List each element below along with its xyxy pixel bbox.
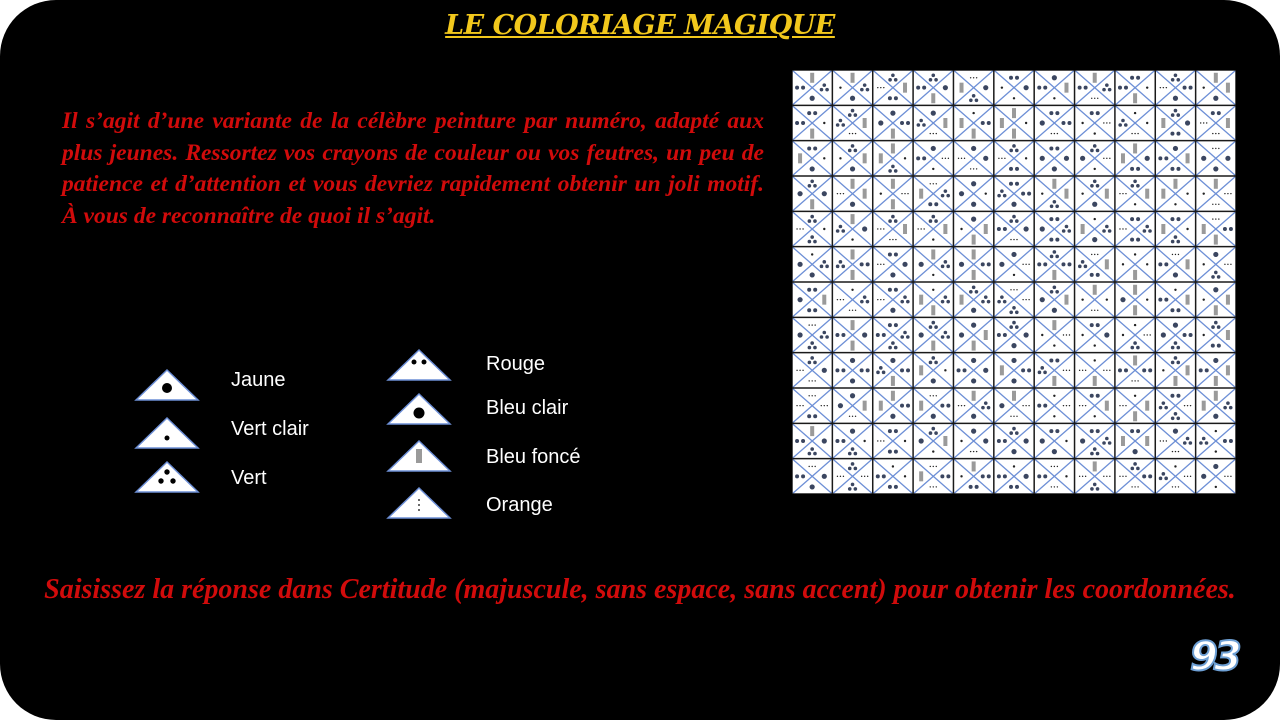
grid-cell [792, 353, 832, 388]
grid-cell [1075, 317, 1115, 352]
grid-cell [1196, 176, 1236, 211]
grid-cell [1155, 141, 1195, 176]
grid-cell [913, 388, 953, 423]
grid-cell [913, 211, 953, 246]
grid-cell [792, 141, 832, 176]
grid-cell [832, 141, 872, 176]
grid-cell [873, 176, 913, 211]
grid-cell [953, 459, 993, 494]
grid-cell [832, 353, 872, 388]
grid-cell [1034, 105, 1074, 140]
legend-label-jaune: Jaune [231, 369, 286, 391]
grid-cell [832, 459, 872, 494]
grid-cell [1034, 247, 1074, 282]
grid-cell [1196, 282, 1236, 317]
grid-cell [1075, 70, 1115, 105]
grid-cell [1196, 459, 1236, 494]
grid-cell [1034, 141, 1074, 176]
big-dot-icon [386, 390, 452, 426]
small-dot-icon [134, 414, 200, 450]
grid-cell [1115, 247, 1155, 282]
legend-label-vert-clair: Vert clair [231, 418, 309, 440]
grid-cell [873, 282, 913, 317]
tiny-dots-icon [386, 484, 452, 520]
grid-cell [953, 211, 993, 246]
grid-cell [994, 70, 1034, 105]
grid-cell [792, 70, 832, 105]
grid-cell [873, 388, 913, 423]
grid-cell [873, 317, 913, 352]
grid-cell [1155, 459, 1195, 494]
grid-cell [792, 388, 832, 423]
grid-cell [953, 105, 993, 140]
grid-cell [792, 247, 832, 282]
grid-cell [1155, 353, 1195, 388]
grid-cell [1155, 70, 1195, 105]
grid-cell [994, 141, 1034, 176]
grid-cell [1196, 423, 1236, 458]
grid-cell [1196, 317, 1236, 352]
grid-cell [953, 141, 993, 176]
grid-cell [1196, 211, 1236, 246]
page-title: LE COLORIAGE MAGIQUE [445, 10, 835, 41]
grid-cell [1115, 282, 1155, 317]
grid-cell [1196, 353, 1236, 388]
grid-cell [792, 105, 832, 140]
grid-cell [832, 388, 872, 423]
grid-cell [994, 176, 1034, 211]
grid-cell [994, 353, 1034, 388]
grid-cell [994, 247, 1034, 282]
legend-label-orange: Orange [486, 494, 553, 516]
grid-cell [873, 459, 913, 494]
grid-cell [994, 459, 1034, 494]
grid-cell [1034, 459, 1074, 494]
grid-cell [873, 141, 913, 176]
grid-cell [873, 423, 913, 458]
grid-cell [994, 317, 1034, 352]
grid-cell [953, 282, 993, 317]
grid-cell [1155, 211, 1195, 246]
grid-cell [1155, 105, 1195, 140]
grid-cell [1155, 282, 1195, 317]
grid-cell [1034, 282, 1074, 317]
two-dots-icon [386, 346, 452, 382]
grid-cell [994, 423, 1034, 458]
grid-cell [873, 353, 913, 388]
three-dots-icon [134, 458, 200, 494]
grid-cell [953, 317, 993, 352]
grid-cell [1075, 247, 1115, 282]
grid-cell [913, 141, 953, 176]
legend-label-bleu-clair: Bleu clair [486, 397, 569, 419]
grid-cell [1075, 211, 1115, 246]
grid-cell [832, 282, 872, 317]
grid-cell [1155, 317, 1195, 352]
grid-cell [1115, 141, 1155, 176]
grid-cell [873, 105, 913, 140]
grid-cell [873, 70, 913, 105]
grid-cell [873, 211, 913, 246]
grid-cell [1075, 141, 1115, 176]
grid-cell [1196, 141, 1236, 176]
grid-cell [1034, 353, 1074, 388]
grid-cell [1034, 70, 1074, 105]
grid-cell [792, 211, 832, 246]
grid-cell [792, 176, 832, 211]
grid-cell [792, 459, 832, 494]
grid-cell [792, 423, 832, 458]
grid-cell [913, 317, 953, 352]
grid-cell [994, 211, 1034, 246]
grid-cell [994, 388, 1034, 423]
grid-cell [1115, 317, 1155, 352]
grid-cell [994, 282, 1034, 317]
grid-cell [1075, 388, 1115, 423]
legend-label-vert: Vert [231, 467, 267, 489]
grid-cell [1075, 176, 1115, 211]
grid-cell [832, 423, 872, 458]
grid-cell [1196, 105, 1236, 140]
grid-cell [832, 105, 872, 140]
grid-cell [1115, 353, 1155, 388]
grid-cell [792, 317, 832, 352]
page-number: 93 [1190, 634, 1238, 680]
bar-icon [386, 437, 452, 473]
grid-cell [1075, 282, 1115, 317]
grid-cell [953, 353, 993, 388]
grid-cell [953, 388, 993, 423]
grid-cell [832, 176, 872, 211]
coloring-grid [792, 70, 1236, 494]
grid-cell [1034, 176, 1074, 211]
grid-cell [1034, 388, 1074, 423]
grid-cell [832, 247, 872, 282]
answer-instruction: Saisissez la réponse dans Certitude (majuscule, sans espace, sans accent) pour obtenir les coordonnées. [44, 574, 1236, 605]
grid-cell [994, 105, 1034, 140]
grid-cell [1075, 353, 1115, 388]
grid-cell [1115, 459, 1155, 494]
grid-cell [953, 70, 993, 105]
grid-cell [1115, 105, 1155, 140]
big-dot-icon [134, 366, 200, 402]
grid-cell [1196, 388, 1236, 423]
grid-cell [832, 70, 872, 105]
grid-cell [913, 105, 953, 140]
grid-cell [953, 423, 993, 458]
intro-paragraph: Il s’agit d’une variante de la célèbre peinture par numéro, adapté aux plus jeunes. Ressortez vos crayons de couleur ou vos feutres, un peu de patience et d’attention et vous devriez rapidement obtenir un joli motif. À vous de reconnaître de quoi il s’agit. [62, 108, 764, 229]
grid-cell [1075, 423, 1115, 458]
grid-cell [832, 211, 872, 246]
grid-cell [1196, 70, 1236, 105]
legend-label-rouge: Rouge [486, 353, 545, 375]
grid-cell [913, 423, 953, 458]
grid-cell [1115, 211, 1155, 246]
grid-cell [1034, 423, 1074, 458]
grid-cell [1196, 247, 1236, 282]
grid-cell [1034, 211, 1074, 246]
grid-cell [1115, 176, 1155, 211]
grid-cell [1155, 423, 1195, 458]
grid-cell [913, 247, 953, 282]
grid-cell [1115, 70, 1155, 105]
grid-cell [913, 176, 953, 211]
grid-cell [832, 317, 872, 352]
grid-cell [913, 459, 953, 494]
grid-cell [913, 282, 953, 317]
grid-cell [913, 353, 953, 388]
grid-cell [792, 282, 832, 317]
grid-cell [1115, 388, 1155, 423]
grid-cell [913, 70, 953, 105]
grid-cell [953, 247, 993, 282]
legend-label-bleu-fonce: Bleu foncé [486, 446, 581, 468]
grid-cell [873, 247, 913, 282]
grid-cell [1075, 105, 1115, 140]
grid-cell [1155, 247, 1195, 282]
grid-cell [1155, 388, 1195, 423]
grid-cell [1115, 423, 1155, 458]
grid-cell [1075, 459, 1115, 494]
grid-cell [1034, 317, 1074, 352]
grid-cell [1155, 176, 1195, 211]
grid-cell [953, 176, 993, 211]
